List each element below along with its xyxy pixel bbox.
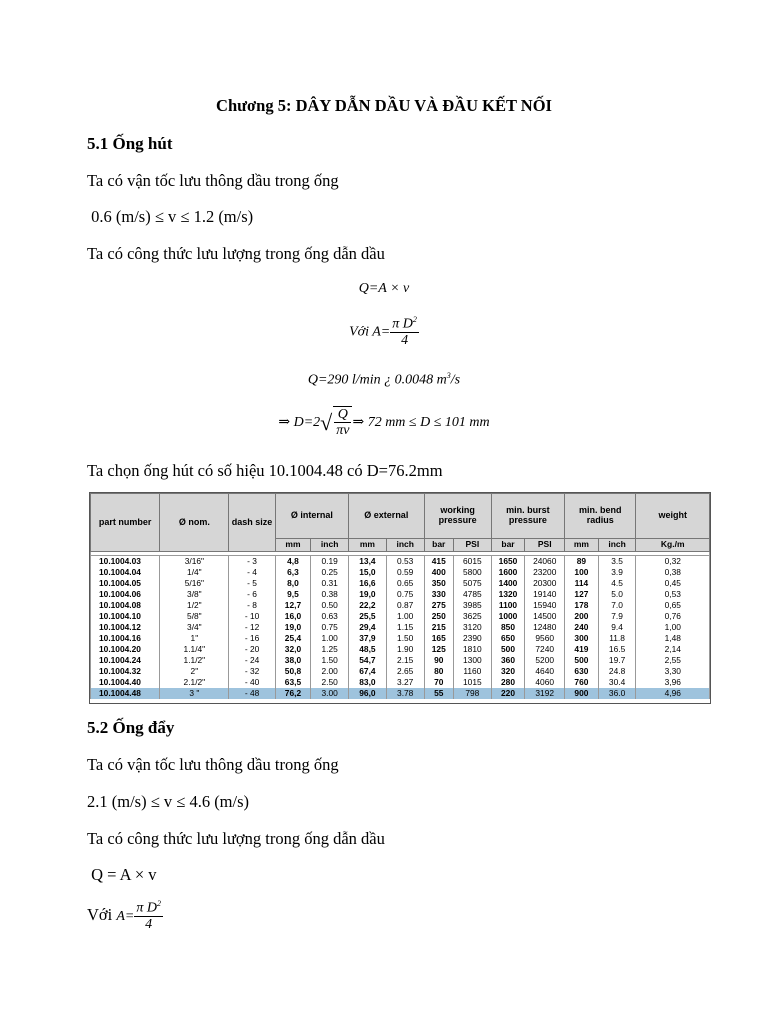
table-cell: 1000: [491, 611, 525, 622]
table-cell: 9.4: [598, 622, 636, 633]
table-cell: 0.63: [311, 611, 349, 622]
table-cell: 1.00: [311, 633, 349, 644]
table-cell: - 10: [229, 611, 275, 622]
equation-diameter-fraction: [334, 407, 351, 439]
table-cell: 4785: [453, 589, 491, 600]
table-cell: 19,0: [349, 589, 387, 600]
table-cell: 37,9: [349, 633, 387, 644]
table-cell: - 5: [229, 578, 275, 589]
table-cell: 10.1004.06: [91, 589, 160, 600]
table-cell: 0,53: [636, 589, 710, 600]
table-cell: 400: [424, 567, 453, 578]
table-cell: 3 ": [160, 688, 229, 699]
table-cell: 200: [565, 611, 599, 622]
table-row: [91, 556, 710, 568]
table-cell: 96,0: [349, 688, 387, 699]
table-cell: 4640: [525, 666, 565, 677]
table-cell: 1650: [491, 556, 525, 568]
table-cell: 4.5: [598, 578, 636, 589]
table-cell: 0.75: [386, 589, 424, 600]
table-cell: 2,14: [636, 644, 710, 655]
table-cell: 300: [565, 633, 599, 644]
table-body: [91, 552, 710, 700]
table-cell: 3625: [453, 611, 491, 622]
table-cell: - 32: [229, 666, 275, 677]
equation-diameter-denominator: πv: [336, 423, 350, 439]
table-cell: 1.90: [386, 644, 424, 655]
equation-q: Q=A × v: [358, 281, 410, 296]
table-cell: 10.1004.04: [91, 567, 160, 578]
table-cell: - 12: [229, 622, 275, 633]
equation-flow-exponent: 3: [446, 371, 451, 380]
table-cell: 350: [424, 578, 453, 589]
table-cell: 1600: [491, 567, 525, 578]
table-cell: 38,0: [275, 655, 311, 666]
equation-flow-value: [0, 371, 768, 389]
table-cell: 24060: [525, 556, 565, 568]
equation-area-2-lhs: A=: [116, 909, 135, 924]
equation-area: [0, 316, 768, 348]
table-cell: 275: [424, 600, 453, 611]
table-cell: 1": [160, 633, 229, 644]
table-row: [91, 589, 710, 600]
table-cell: 2.50: [311, 677, 349, 688]
table-cell: 5.0: [598, 589, 636, 600]
table-cell: 10.1004.20: [91, 644, 160, 655]
table-cell: 4,96: [636, 688, 710, 699]
table-cell: 4,8: [275, 556, 311, 568]
table-cell: 0.53: [386, 556, 424, 568]
table-row: [91, 677, 710, 688]
col-header-burst-pressure: min. burst pressure: [491, 494, 564, 539]
unit-header: Kg./m: [636, 539, 710, 552]
equation-area-fraction: [390, 316, 419, 348]
table-cell: 1015: [453, 677, 491, 688]
table-cell: 5075: [453, 578, 491, 589]
table-cell: 1160: [453, 666, 491, 677]
table-cell: 850: [491, 622, 525, 633]
table-cell: 1100: [491, 600, 525, 611]
col-header-dash-size: dash size: [229, 494, 275, 552]
table-cell: 3.9: [598, 567, 636, 578]
table-cell: 419: [565, 644, 599, 655]
table-cell: 22,2: [349, 600, 387, 611]
table-cell: 650: [491, 633, 525, 644]
table-cell: 1400: [491, 578, 525, 589]
equation-area-2-exponent: 2: [156, 899, 161, 908]
table-cell: 5800: [453, 567, 491, 578]
table-cell: 0,45: [636, 578, 710, 589]
section-heading-5-1: 5.1 Ống hút: [87, 134, 173, 153]
table-cell: 3120: [453, 622, 491, 633]
hose-spec-grid: [90, 493, 710, 699]
table-cell: 1.50: [386, 633, 424, 644]
unit-header: bar: [424, 539, 453, 552]
table-cell: 2.1/2": [160, 677, 229, 688]
col-header-part-number: part number: [91, 494, 160, 552]
table-cell: 2390: [453, 633, 491, 644]
paragraph-velocity-2: Ta có vận tốc lưu thông dầu trong ống: [87, 755, 339, 774]
table-cell: 0,65: [636, 600, 710, 611]
table-cell: - 40: [229, 677, 275, 688]
table-cell: 3.00: [311, 688, 349, 699]
equation-diameter-range: ⇒ 72 mm ≤ D ≤ 101 mm: [352, 415, 490, 431]
equation-area-2-numerator: π D: [136, 900, 157, 916]
table-cell: 798: [453, 688, 491, 699]
equation-area-exponent: 2: [412, 315, 417, 324]
table-cell: 6,3: [275, 567, 311, 578]
table-cell: 32,0: [275, 644, 311, 655]
table-cell: 1/4": [160, 567, 229, 578]
unit-header: PSI: [453, 539, 491, 552]
table-cell: 0.31: [311, 578, 349, 589]
table-cell: 23200: [525, 567, 565, 578]
table-cell: 13,4: [349, 556, 387, 568]
table-cell: 360: [491, 655, 525, 666]
table-cell: 1.50: [311, 655, 349, 666]
table-cell: - 6: [229, 589, 275, 600]
table-cell: 5200: [525, 655, 565, 666]
table-cell: 1.1/4": [160, 644, 229, 655]
col-header-nominal: Ø nom.: [160, 494, 229, 552]
table-cell: 10.1004.24: [91, 655, 160, 666]
table-cell: 0.65: [386, 578, 424, 589]
equation-flow-main: Q=290 l/min ¿ 0.0048 m: [307, 372, 447, 388]
table-cell: 240: [565, 622, 599, 633]
table-cell: 11.8: [598, 633, 636, 644]
table-cell: 10.1004.05: [91, 578, 160, 589]
table-cell: 900: [565, 688, 599, 699]
table-row: [91, 567, 710, 578]
table-cell: 0,76: [636, 611, 710, 622]
table-cell: 7.9: [598, 611, 636, 622]
table-cell: 9,5: [275, 589, 311, 600]
table-cell: 320: [491, 666, 525, 677]
table-cell: 165: [424, 633, 453, 644]
unit-header: mm: [275, 539, 311, 552]
table-cell: 0.19: [311, 556, 349, 568]
table-cell: 24.8: [598, 666, 636, 677]
table-cell: 10.1004.08: [91, 600, 160, 611]
table-cell: 0.59: [386, 567, 424, 578]
table-row: [91, 644, 710, 655]
table-cell: 2,55: [636, 655, 710, 666]
table-cell: 90: [424, 655, 453, 666]
table-row: [91, 611, 710, 622]
table-cell: 3985: [453, 600, 491, 611]
table-cell: 2.00: [311, 666, 349, 677]
table-cell: 630: [565, 666, 599, 677]
velocity-range-2: 2.1 (m/s) ≤ v ≤ 4.6 (m/s): [87, 792, 250, 811]
page-title: Chương 5: DÂY DẪN DẦU VÀ ĐẦU KẾT NỐI: [216, 96, 552, 115]
table-cell: 36.0: [598, 688, 636, 699]
table-cell: 7240: [525, 644, 565, 655]
table-cell: 67,4: [349, 666, 387, 677]
table-cell: 10.1004.40: [91, 677, 160, 688]
table-cell: 10.1004.03: [91, 556, 160, 568]
table-cell: 70: [424, 677, 453, 688]
table-row: [91, 600, 710, 611]
table-cell: 178: [565, 600, 599, 611]
table-cell: 0.25: [311, 567, 349, 578]
table-cell: 1320: [491, 589, 525, 600]
unit-header: PSI: [525, 539, 565, 552]
table-cell: 5/8": [160, 611, 229, 622]
table-cell: 3192: [525, 688, 565, 699]
table-cell: 500: [491, 644, 525, 655]
table-cell: 3.5: [598, 556, 636, 568]
equation-area-denominator: 4: [401, 333, 409, 349]
table-cell: 4060: [525, 677, 565, 688]
table-cell: 15940: [525, 600, 565, 611]
table-cell: 2.15: [386, 655, 424, 666]
table-cell: 19140: [525, 589, 565, 600]
table-cell: 5/16": [160, 578, 229, 589]
table-cell: 114: [565, 578, 599, 589]
table-cell: - 16: [229, 633, 275, 644]
table-cell: 80: [424, 666, 453, 677]
table-cell: 1300: [453, 655, 491, 666]
table-cell: 19,0: [275, 622, 311, 633]
equation-diameter-prefix: ⇒ D=2: [278, 415, 321, 431]
table-cell: 1,00: [636, 622, 710, 633]
table-cell: 6015: [453, 556, 491, 568]
equation-diameter-numerator: Q: [334, 407, 351, 423]
unit-header: inch: [598, 539, 636, 552]
table-cell: 12,7: [275, 600, 311, 611]
table-cell: 1/2": [160, 600, 229, 611]
equation-area-2-denominator: 4: [145, 917, 153, 933]
table-cell: - 24: [229, 655, 275, 666]
table-cell: 3/16": [160, 556, 229, 568]
table-cell: 10.1004.32: [91, 666, 160, 677]
table-cell: 83,0: [349, 677, 387, 688]
paragraph-flow-formula-2: Ta có công thức lưu lượng trong ống dẫn dầu: [87, 829, 385, 848]
equation-q-2: Q = A × v: [87, 865, 157, 884]
table-cell: 3,30: [636, 666, 710, 677]
table-row: [91, 666, 710, 677]
table-cell: 16,6: [349, 578, 387, 589]
table-cell: 8,0: [275, 578, 311, 589]
paragraph-selected-hose: Ta chọn ống hút có số hiệu 10.1004.48 có D=76.2mm: [87, 461, 443, 480]
table-cell: 2": [160, 666, 229, 677]
table-cell: 1.15: [386, 622, 424, 633]
table-cell: 63,5: [275, 677, 311, 688]
table-cell: - 8: [229, 600, 275, 611]
table-cell: 10.1004.48: [91, 688, 160, 699]
table-cell: 127: [565, 589, 599, 600]
table-cell: 10.1004.10: [91, 611, 160, 622]
table-cell: 330: [424, 589, 453, 600]
col-header-internal: Ø internal: [275, 494, 348, 539]
equation-flow-unit: /s: [450, 372, 461, 388]
unit-header: inch: [386, 539, 424, 552]
velocity-range: 0.6 (m/s) ≤ v ≤ 1.2 (m/s): [87, 207, 254, 226]
unit-header: mm: [565, 539, 599, 552]
table-cell: 55: [424, 688, 453, 699]
paragraph-flow-formula: Ta có công thức lưu lượng trong ống dẫn dầu: [87, 244, 385, 263]
col-header-bend-radius: min. bend radius: [565, 494, 636, 539]
table-cell: 10.1004.16: [91, 633, 160, 644]
equation-area-numerator: π D: [392, 316, 413, 332]
table-cell: 3/4": [160, 622, 229, 633]
table-cell: 760: [565, 677, 599, 688]
table-cell: 3.78: [386, 688, 424, 699]
unit-header: inch: [311, 539, 349, 552]
table-cell: 76,2: [275, 688, 311, 699]
table-cell: 3.27: [386, 677, 424, 688]
table-cell: 220: [491, 688, 525, 699]
equation-area-2-prefix: Với: [87, 905, 117, 924]
table-cell: 12480: [525, 622, 565, 633]
table-cell: 0.87: [386, 600, 424, 611]
table-cell: 0.38: [311, 589, 349, 600]
table-cell: 0,32: [636, 556, 710, 568]
table-cell: 20300: [525, 578, 565, 589]
table-cell: 0.50: [311, 600, 349, 611]
table-row: [91, 655, 710, 666]
unit-header: mm: [349, 539, 387, 552]
equation-area-2-fraction: [134, 900, 163, 932]
table-cell: 16,0: [275, 611, 311, 622]
table-cell: 1810: [453, 644, 491, 655]
equation-area-prefix: Với A=: [349, 324, 391, 340]
section-heading-5-2: 5.2 Ống đẩy: [87, 718, 175, 737]
table-cell: 1.25: [311, 644, 349, 655]
table-cell: 19.7: [598, 655, 636, 666]
table-cell: 16.5: [598, 644, 636, 655]
table-cell: 3,96: [636, 677, 710, 688]
table-row: [91, 633, 710, 644]
table-cell: 54,7: [349, 655, 387, 666]
table-row: [91, 578, 710, 589]
table-cell: 30.4: [598, 677, 636, 688]
table-cell: 215: [424, 622, 453, 633]
col-header-weight: weight: [636, 494, 710, 539]
equation-area-2: [87, 900, 163, 932]
table-cell: 14500: [525, 611, 565, 622]
table-cell: 500: [565, 655, 599, 666]
table-cell: 0.75: [311, 622, 349, 633]
table-cell: 48,5: [349, 644, 387, 655]
table-cell: 1.00: [386, 611, 424, 622]
col-header-external: Ø external: [349, 494, 425, 539]
paragraph-velocity: Ta có vận tốc lưu thông dầu trong ống: [87, 171, 339, 190]
table-cell: 125: [424, 644, 453, 655]
table-cell: 415: [424, 556, 453, 568]
table-cell: 10.1004.12: [91, 622, 160, 633]
hose-spec-table: [89, 492, 711, 704]
table-cell: 0,38: [636, 567, 710, 578]
table-cell: - 20: [229, 644, 275, 655]
table-cell: 9560: [525, 633, 565, 644]
table-cell: 50,8: [275, 666, 311, 677]
table-cell: 89: [565, 556, 599, 568]
table-cell: 1,48: [636, 633, 710, 644]
table-cell: 25,5: [349, 611, 387, 622]
table-cell: 2.65: [386, 666, 424, 677]
equation-diameter: [0, 406, 768, 439]
table-cell: - 3: [229, 556, 275, 568]
table-cell: 1.1/2": [160, 655, 229, 666]
table-cell: 3/8": [160, 589, 229, 600]
sqrt-icon: √: [320, 409, 333, 435]
table-cell: 250: [424, 611, 453, 622]
table-cell: 15,0: [349, 567, 387, 578]
table-row: [91, 688, 710, 699]
col-header-working-pressure: working pressure: [424, 494, 491, 539]
table-cell: 280: [491, 677, 525, 688]
unit-header: bar: [491, 539, 525, 552]
table-cell: - 4: [229, 567, 275, 578]
table-cell: 29,4: [349, 622, 387, 633]
table-cell: 7.0: [598, 600, 636, 611]
table-row: [91, 622, 710, 633]
table-cell: 100: [565, 567, 599, 578]
table-cell: 25,4: [275, 633, 311, 644]
table-cell: - 48: [229, 688, 275, 699]
